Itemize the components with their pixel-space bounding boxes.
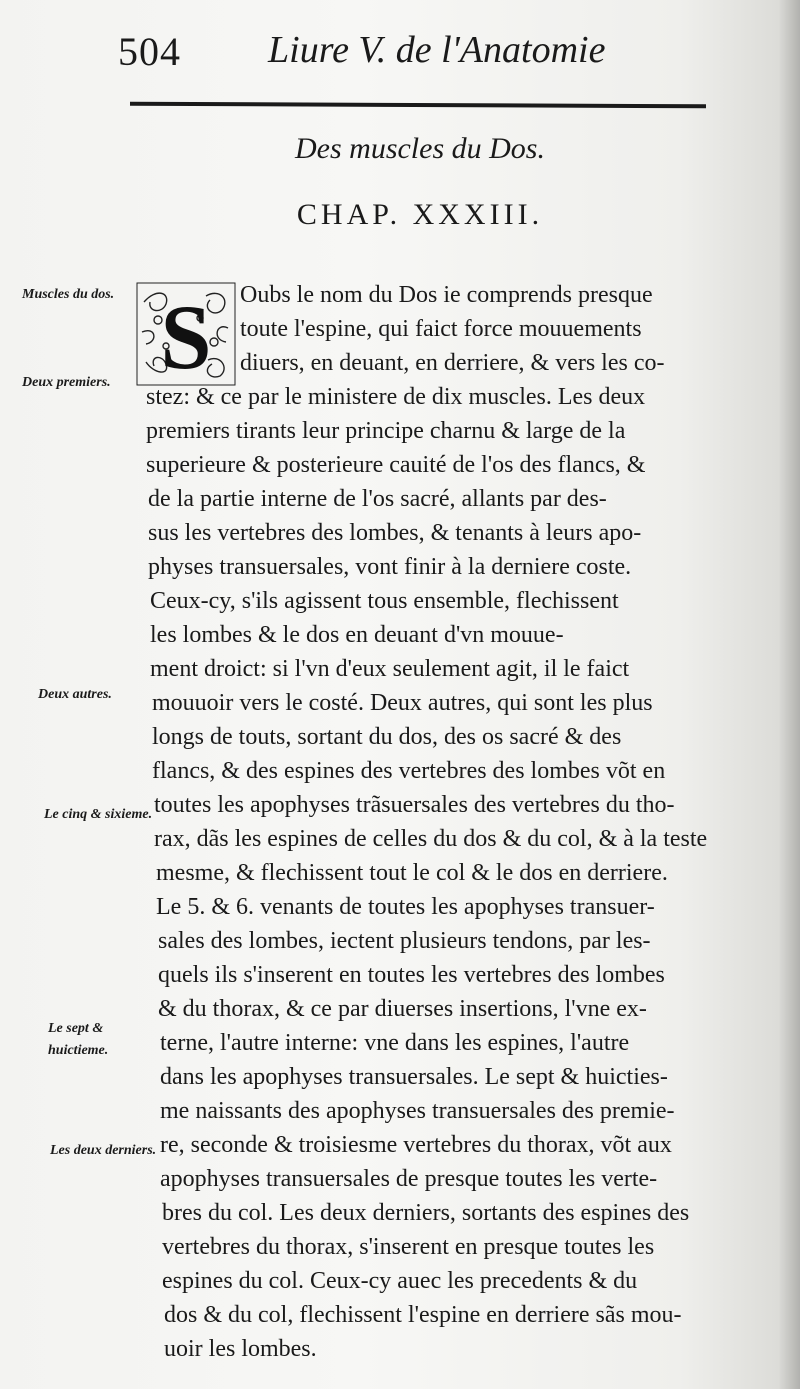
margin-note: Le cinq & sixieme. bbox=[44, 807, 153, 822]
running-head bbox=[118, 22, 718, 82]
text-line: mesme, & flechissent tout le col & le dos en derriere. bbox=[156, 860, 668, 886]
text-line: me naissants des apophyses transuersales des premie- bbox=[160, 1098, 675, 1124]
floral-initial-icon bbox=[136, 282, 236, 386]
text-line: les lombes & le dos en deuant d'vn mouue- bbox=[150, 622, 564, 648]
text-line: Oubs le nom du Dos ie comprends presque bbox=[240, 282, 653, 308]
text-line: stez: & ce par le ministere de dix muscles. Les deux bbox=[146, 384, 646, 410]
margin-note: Deux autres. bbox=[38, 687, 112, 702]
text-line: dans les apophyses transuersales. Le sept & huicties- bbox=[160, 1064, 668, 1090]
text-line: Ceux-cy, s'ils agissent tous ensemble, flechissent bbox=[150, 588, 619, 614]
running-title: Liure V. de l'Anatomie bbox=[268, 29, 606, 71]
text-line: sus les vertebres des lombes, & tenants à leurs apo- bbox=[148, 520, 642, 546]
page-number: 504 bbox=[118, 29, 181, 74]
text-line: mouuoir vers le costé. Deux autres, qui sont les plus bbox=[152, 690, 653, 716]
text-line: Le 5. & 6. venants de toutes les apophyses transuer- bbox=[156, 894, 655, 920]
svg-text:S: S bbox=[160, 286, 212, 386]
text-line: terne, l'autre interne: vne dans les espines, l'autre bbox=[160, 1030, 630, 1056]
text-line: vertebres du thorax, s'inserent en presque toutes les bbox=[162, 1234, 655, 1260]
text-line: physes transuersales, vont finir à la derniere coste. bbox=[148, 554, 632, 580]
text-line: diuers, en deuant, en derriere, & vers les co- bbox=[240, 350, 665, 376]
text-line: apophyses transuersales de presque toutes les verte- bbox=[160, 1166, 658, 1192]
text-line: ment droict: si l'vn d'eux seulement agit, il le faict bbox=[150, 656, 630, 682]
chapter-title: CHAP. XXXIII. bbox=[296, 198, 544, 231]
margin-note: Les deux derniers. bbox=[50, 1143, 157, 1158]
margin-note: Deux premiers. bbox=[22, 375, 111, 390]
margin-note: Le sept & huictieme. bbox=[48, 1021, 109, 1058]
text-line: sales des lombes, iectent plusieurs tendons, par les- bbox=[158, 928, 651, 954]
text-line: toute l'espine, qui faict force mouuements bbox=[240, 316, 642, 342]
text-line: & du thorax, & ce par diuerses insertions, l'vne ex- bbox=[158, 996, 647, 1022]
text-line: superieure & posterieure cauité de l'os des flancs, & bbox=[146, 452, 646, 478]
text-line: bres du col. Les deux derniers, sortants des espines des bbox=[162, 1200, 690, 1226]
text-line: de la partie interne de l'os sacré, allants par des- bbox=[148, 486, 607, 512]
text-line: espines du col. Ceux-cy auec les precedents & du bbox=[162, 1268, 638, 1294]
margin-note: Muscles du dos. bbox=[22, 287, 115, 302]
section-title: Des muscles du Dos. bbox=[295, 132, 545, 165]
text-line: longs de touts, sortant du dos, des os sacré & des bbox=[152, 724, 622, 750]
text-line: uoir les lombes. bbox=[164, 1336, 317, 1362]
header-rule bbox=[130, 102, 706, 109]
text-line: re, seconde & troisiesme vertebres du thorax, võt aux bbox=[160, 1132, 672, 1158]
ornamental-initial bbox=[136, 282, 236, 386]
text-line: quels ils s'inserent en toutes les vertebres des lombes bbox=[158, 962, 665, 988]
text-line: premiers tirants leur principe charnu & large de la bbox=[146, 418, 626, 444]
text-line: rax, dãs les espines de celles du dos & du col, & à la teste bbox=[154, 826, 708, 852]
text-line: toutes les apophyses trãsuersales des vertebres du tho- bbox=[154, 792, 675, 818]
text-line: flancs, & des espines des vertebres des lombes võt en bbox=[152, 758, 666, 784]
text-line: dos & du col, flechissent l'espine en derriere sãs mou- bbox=[164, 1302, 682, 1328]
page-edge-shadow bbox=[778, 0, 800, 1389]
